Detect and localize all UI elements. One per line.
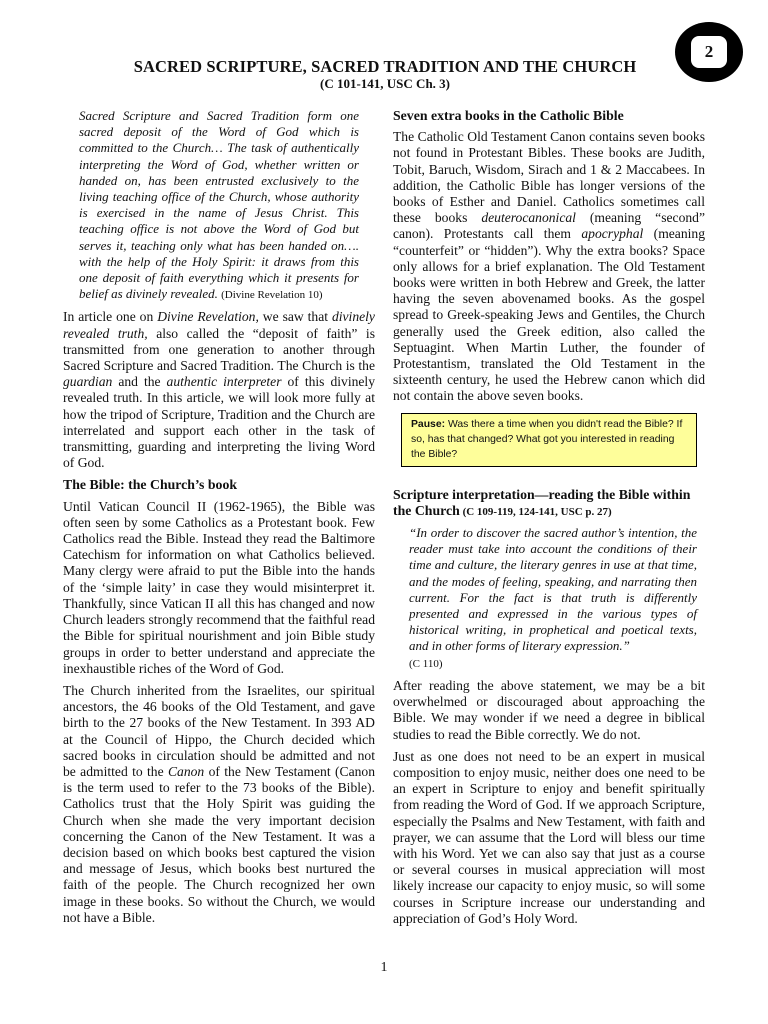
music-analogy-paragraph: Just as one does not need to be an expert in musical composition to enjoy music, neither does one need to be an expert in Scripture to enjoy and benefit spiritually from reading the Word of God. If we approach Scripture, especially the Psalms and New Testament, with faith and prayer, we can assume that the Lord will bless our time with his Word. Yet we can also say that just as a course or several courses in musical appreciation will most likely increase our capacity to enjoy music, so will some courses in Scripture increase our understanding and appreciation of God’s Holy Word. bbox=[393, 748, 705, 926]
seven-books-paragraph bbox=[393, 129, 705, 404]
canon-paragraph bbox=[63, 683, 375, 926]
text-run: The Catholic Old Testament Canon contains seven books not found in Protestant Bibles. These books are Judith, Tobit, Baruch, Wisdom, Sirach and 1 & 2 Maccabees. In addition, the Catholic Bible has longer versions of the books of Esther and Daniel. Catholics sometimes call these books bbox=[393, 129, 705, 226]
text-run-italic: apocryphal bbox=[581, 226, 644, 242]
text-run-italic: authentic interpreter bbox=[166, 374, 282, 390]
section-heading-bible: The Bible: the Church’s book bbox=[63, 477, 238, 493]
left-column bbox=[63, 108, 375, 932]
text-run: In article one on bbox=[63, 309, 158, 325]
pause-text: Was there a time when you didn't read the Bible? If so, has that changed? What got you interested in reading the Bible? bbox=[411, 418, 683, 460]
opening-quote-text: Sacred Scripture and Sacred Tradition form one sacred deposit of the Word of God which is committed to the Church… The task of authentically interpreting the Word of God, whether written or handed on, has been entrusted exclusively to the living teaching office of the Church, whose authority is exercised in the name of Jesus Christ. This teaching office is not above the Word of God but serves it, teaching only what has been handed on…. with the help of the Holy Spirit: it draws from this one deposit of faith everything which it presents for belief as divinely revealed. bbox=[79, 108, 359, 302]
text-run-italic: deuterocanonical bbox=[481, 210, 576, 226]
text-run-italic: Divine Revelation, bbox=[157, 309, 259, 325]
text-run-italic: Canon bbox=[167, 763, 205, 779]
page-subtitle: (C 101-141, USC Ch. 3) bbox=[320, 76, 450, 91]
bible-paragraph: Until Vatican Council II (1962-1965), the Bible was often seen by some Catholics as a Protestant book. Few Catholics read the Bible. Instead they read the Baltimore Catechism for information on what Catholics believed. Many clergy were afraid to put the Bible into the hands of the ‘simple laity’ in case they would misinterpret it. Thankfully, since Vatican II all this has changed and now Church leaders strongly recommend that the faithful read the Bible for spiritual nourishment and join Bible study groups in order to better understand and appreciate the inexhaustible riches of the Word of God. bbox=[63, 498, 375, 676]
heading-reference: (C 109-119, 124-141, USC p. 27) bbox=[459, 505, 612, 518]
text-run: we saw that bbox=[258, 309, 332, 325]
pause-label: Pause: bbox=[411, 418, 446, 430]
text-run: also called the “deposit of faith” is transmitted from one generation to another through Sacred Scripture and Sacred Tradition. The Church is the bbox=[63, 325, 375, 374]
text-run: (meaning “counterfeit” or “hidden”). Why the extra books? Space only allows for a brief explanation. The Old Testament books were written in both Hebrew and Greek, the latter having the seven abovenamed books. As the gospel spread to Greek-speaking Jews and Gentiles, the Church generally used the Greek edition, also called the Septuagint. When Martin Luther, the founder of Protestantism, translated the Old Testament in the sixteenth century, he used the Hebrew canon which did not contain the above seven books. bbox=[393, 226, 706, 404]
heading-text: Scripture interpretation—reading the Bible within the Church bbox=[393, 486, 691, 518]
interpretation-quote-text: “In order to discover the sacred author’s intention, the reader must take into account the conditions of their time and culture, the literary genres in use at that time, and the modes of feeling, speaking, and narrating then current. For the fact is that truth is differently presented and expressed in the various types of historical writing, in prophetical and poetical texts, and in other forms of literary expression.” bbox=[409, 525, 697, 654]
opening-quote-citation: (Divine Revelation 10) bbox=[221, 289, 323, 302]
right-column bbox=[393, 108, 705, 933]
pause-callout bbox=[401, 413, 697, 467]
section-heading-seven-books: Seven extra books in the Catholic Bible bbox=[393, 108, 624, 123]
text-run: (meaning “second” canon). Protestants call them bbox=[393, 210, 705, 242]
text-run-italic: guardian bbox=[63, 374, 113, 390]
overwhelmed-paragraph: After reading the above statement, we may be a bit overwhelmed or discouraged about approaching the Bible. We may wonder if we need a degree in biblical studies to read the Bible correctly. We do not. bbox=[393, 677, 705, 742]
interpretation-quote bbox=[409, 525, 697, 672]
interpretation-quote-citation: (C 110) bbox=[409, 657, 443, 670]
page-number: 1 bbox=[380, 960, 388, 975]
page-title: SACRED SCRIPTURE, SACRED TRADITION AND THE CHURCH bbox=[133, 57, 637, 76]
text-run: and the bbox=[112, 374, 167, 390]
text-run: The Church inherited from the Israelites, our spiritual ancestors, the 46 books of the Old Testament, and gave birth to the 27 books of the New Testament. In 393 AD at the Council of Hippo, the Church decided which sacred books in circulation should be admitted and not be admitted to the bbox=[63, 682, 375, 779]
chapter-number: 2 bbox=[691, 36, 727, 68]
text-run: of this divinely revealed truth. In this article, we will look more fully at how the tripod of Scripture, Tradition and the Church are interrelated and support each other in the task of transmitting, guarding and interpreting the living Word of God. bbox=[63, 374, 375, 471]
opening-quote bbox=[79, 108, 359, 303]
text-run-italic: divinely revealed truth, bbox=[63, 309, 375, 341]
section-heading-interpretation bbox=[393, 487, 705, 520]
text-run: of the New Testament (Canon is the term used to refer to the 73 books of the Bible). Catholics trust that the Holy Spirit was guiding the Church when she made the very important decision concerning the Canon of the New Testament. It was a decision based on which books best captured the vision and message of Jesus, which books best nurtured the faith of the people. The Church recognized her own image in these books. So without the Church, we would not have a Bible. bbox=[63, 763, 375, 925]
intro-paragraph bbox=[63, 309, 375, 471]
